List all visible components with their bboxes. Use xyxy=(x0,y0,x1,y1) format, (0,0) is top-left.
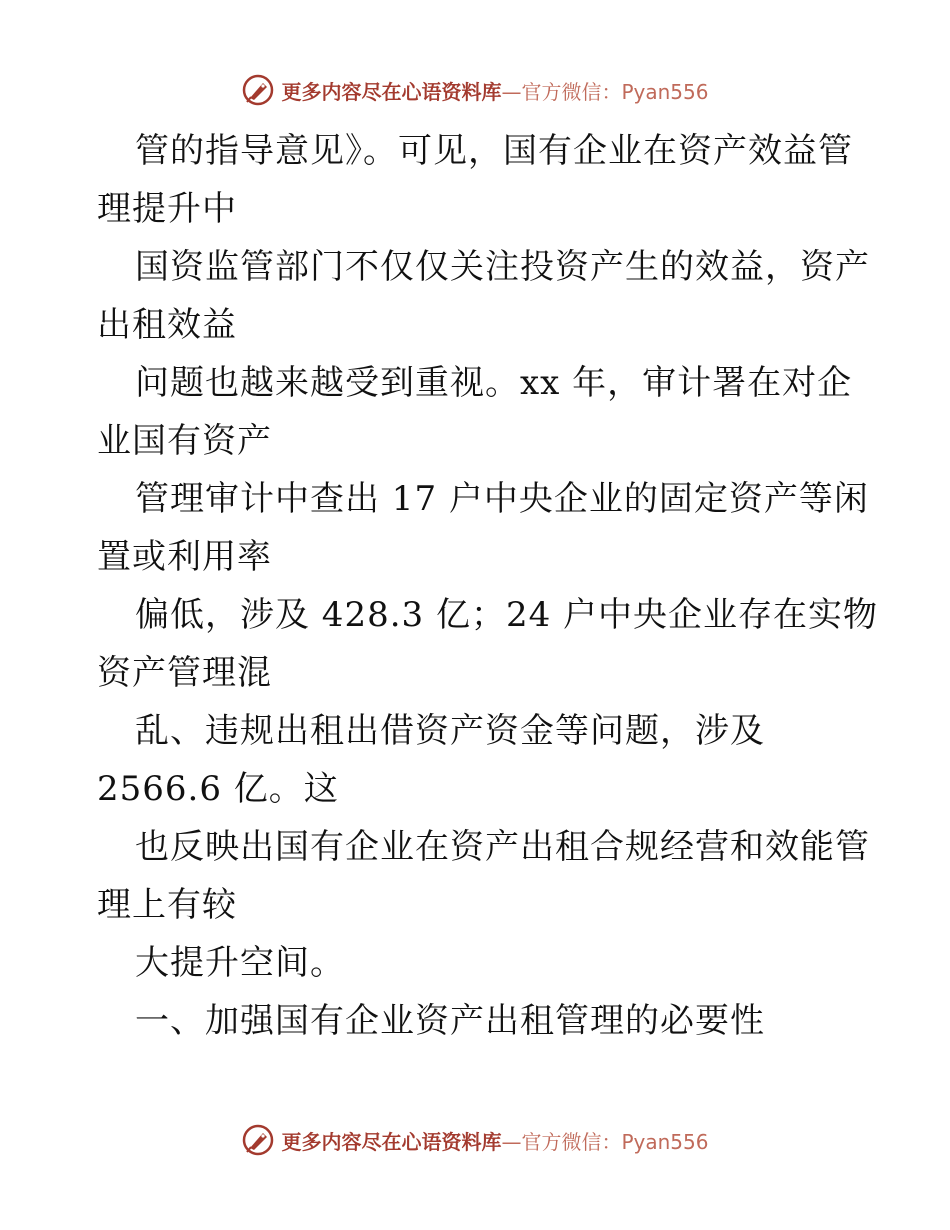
text-line: 业国有资产 xyxy=(97,421,272,461)
text-line: 置或利用率 xyxy=(97,537,272,577)
pen-nib-logo-icon xyxy=(241,73,275,107)
text-line: 出租效益 xyxy=(97,305,237,345)
text-line: 资产管理混 xyxy=(97,653,272,693)
text-line: 2566.6 亿。这 xyxy=(97,769,339,809)
header-banner-title: 更多内容尽在心语资料库 xyxy=(281,79,502,104)
text-line: 理上有较 xyxy=(97,885,237,925)
text-line: 大提升空间。 xyxy=(135,943,345,983)
text-line: 管的指导意见》。可见，国有企业在资产效益管 xyxy=(135,131,853,171)
header-banner-wechat: —官方微信：Pyan556 xyxy=(501,79,709,104)
header-banner xyxy=(0,70,950,110)
text-line: 理提升中 xyxy=(97,189,237,229)
text-line: 偏低，涉及 428.3 亿；24 户中央企业存在实物 xyxy=(135,595,879,635)
pen-nib-logo-icon xyxy=(241,1123,275,1157)
text-line: 乱、违规出租出借资产资金等问题，涉及 xyxy=(135,711,765,751)
footer-banner-title: 更多内容尽在心语资料库 xyxy=(281,1129,502,1154)
footer-banner-wechat: —官方微信：Pyan556 xyxy=(501,1129,709,1154)
document-body xyxy=(97,122,879,1050)
text-line: 国资监管部门不仅仅关注投资产生的效益，资产 xyxy=(135,247,870,287)
text-line: 问题也越来越受到重视。xx 年，审计署在对企 xyxy=(135,363,853,403)
section-heading: 一、加强国有企业资产出租管理的必要性 xyxy=(135,1001,765,1041)
footer-banner xyxy=(0,1120,950,1160)
text-line: 也反映出国有企业在资产出租合规经营和效能管 xyxy=(135,827,870,867)
text-line: 管理审计中查出 17 户中央企业的固定资产等闲 xyxy=(135,479,869,519)
